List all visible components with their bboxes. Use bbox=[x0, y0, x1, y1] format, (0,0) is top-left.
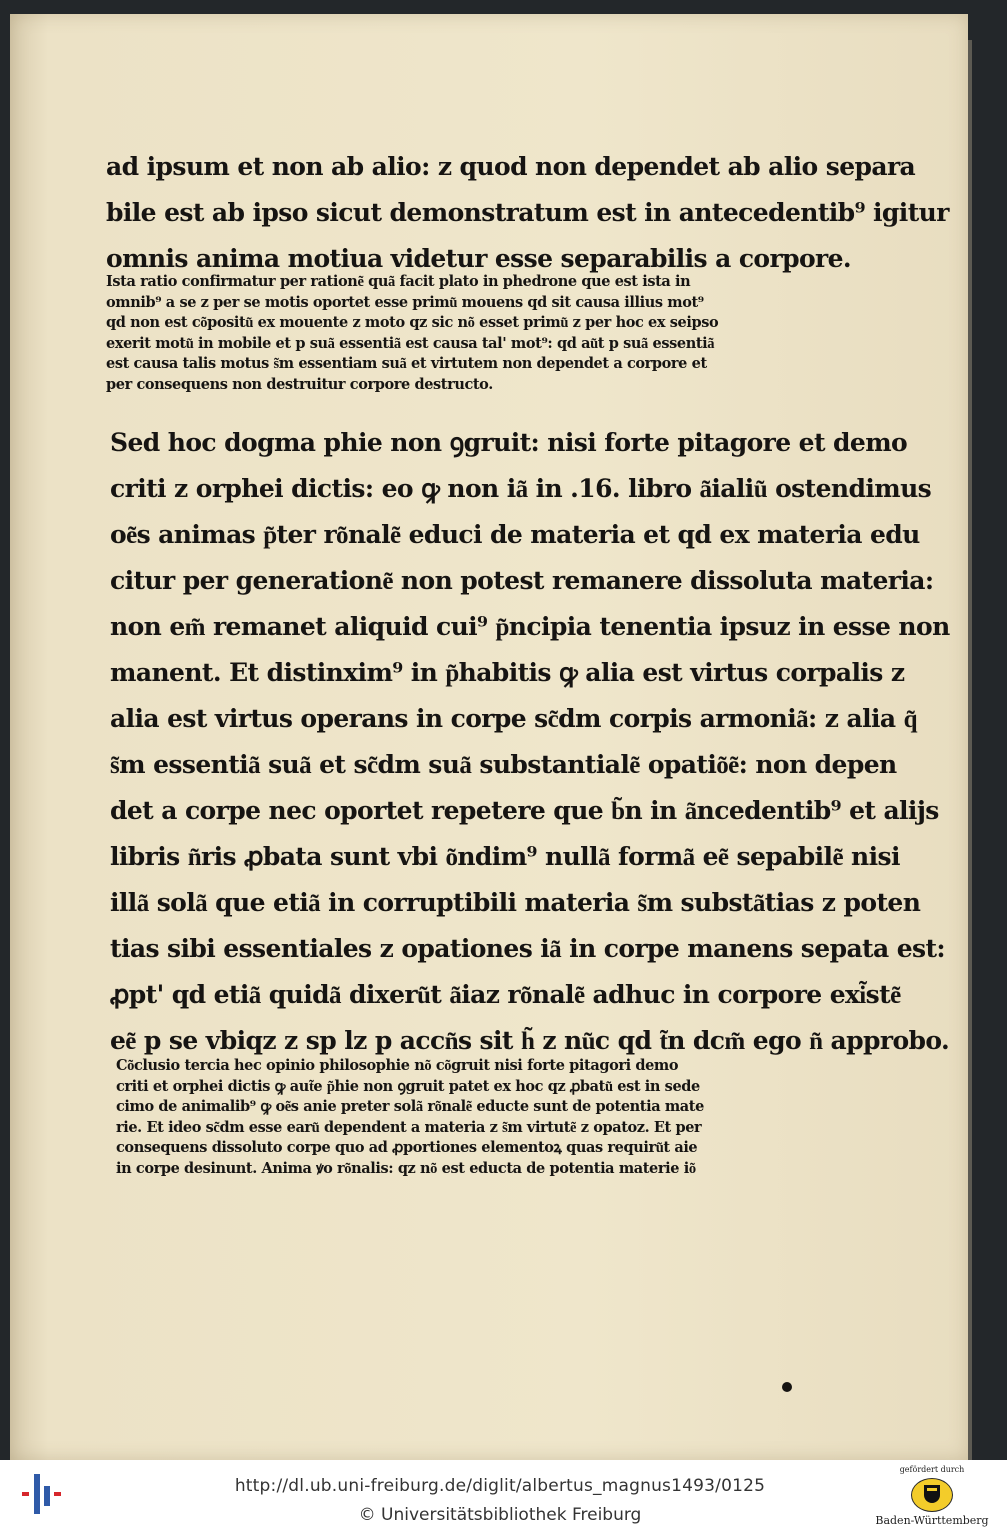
text-line: criti z orphei dictis: eo ꝙ non ia͂ in .16. libro a͂ialiu͂ ostendimus bbox=[110, 474, 932, 503]
commentary-paragraph-2 bbox=[116, 1056, 704, 1180]
commentary-line: est causa talis motus s͂m essentiam sua͂ et virtutem non dependet a corpore et bbox=[106, 355, 707, 373]
text-line: ee͂ p se vbiqz z sp lz p accn͂s sit h͂ z nu͂c qd t͂n dcm͂ ego n͂ approbo. bbox=[110, 1026, 950, 1055]
text-line: det a corpe nec oportet repetere que b͂n in a͂ncedentib⁹ et alijs bbox=[110, 796, 939, 825]
main-text-paragraph-2 bbox=[110, 420, 950, 1064]
text-line: tias sibi essentiales z opationes ia͂ in corpe manens sepata est: bbox=[110, 934, 946, 963]
commentary-line: rie. Et ideo sc͂dm esse earu͂ dependent a materia z s͂m virtute͂ z opatoz. Et per bbox=[116, 1118, 702, 1136]
main-text-paragraph-1 bbox=[106, 144, 949, 282]
commentary-line: exerit motu͂ in mobile et p sua͂ essentia͂ est causa tal' mot⁹: qd au͂t p sua͂ essentia͂ bbox=[106, 334, 715, 352]
text-line: libris n͂ris ꝓbata sunt vbi o͂ndim⁹ nulla͂ forma͂ ee͂ sepabile͂ nisi bbox=[110, 842, 900, 871]
page-edge bbox=[968, 40, 972, 1460]
text-line: non em͂ remanet aliquid cui⁹ p͂ncipia tenentia ipsuz in esse non bbox=[110, 612, 950, 641]
text-line: omnis anima motiua videtur esse separabilis a corpore. bbox=[106, 244, 852, 273]
text-line: manent. Et distinxim⁹ in p͂habitis ꝙ alia est virtus corpalis z bbox=[110, 658, 905, 687]
commentary-line: in corpe desinunt. Anima ꝟo ro͂nalis: qz no͂ est educta de potentia materie io͂ bbox=[116, 1159, 696, 1177]
book-page bbox=[10, 14, 968, 1460]
sponsor-name: Baden-Württemberg bbox=[875, 1514, 989, 1527]
commentary-line: criti et orphei dictis ꝙ aut͂e p͂hie non ꝯgruit patet ex hoc qz ꝓbatu͂ est in sede bbox=[116, 1077, 700, 1095]
text-line: Sed hoc dogma phie non ꝯgruit: nisi forte pitagore et demo bbox=[110, 428, 908, 457]
ink-dot-mark bbox=[782, 1382, 792, 1392]
commentary-line: per consequens non destruitur corpore destructo. bbox=[106, 375, 493, 393]
baden-wuerttemberg-coat-of-arms-icon[interactable] bbox=[911, 1478, 953, 1512]
shield-stripe bbox=[927, 1488, 937, 1491]
commentary-line: Ista ratio confirmatur per ratione͂ qua͂ facit plato in phedrone que est ista in bbox=[106, 273, 691, 290]
text-line: bile est ab ipso sicut demonstratum est in antecedentib⁹ igitur bbox=[106, 198, 949, 227]
text-line: alia est virtus operans in corpe sc͂dm corpis armonia͂: z alia q͂ bbox=[110, 704, 917, 733]
text-line: ad ipsum et non ab alio: z quod non dependet ab alio separa bbox=[106, 152, 916, 181]
commentary-line: consequens dissoluto corpe quo ad ꝓportiones elementoꝝ quas requiru͂t aie bbox=[116, 1139, 698, 1157]
text-line: ꝓpt' qd etia͂ quida͂ dixeru͂t a͂iaz ro͂nale͂ adhuc in corpore exi͂ste͂ bbox=[110, 980, 901, 1009]
text-line: citur per generatione͂ non potest remanere dissoluta materia: bbox=[110, 566, 934, 595]
text-line: s͂m essentia͂ sua͂ et sc͂dm sua͂ substantiale͂ opatio͂e͂: non depen bbox=[110, 750, 897, 779]
copyright-notice: © Universitätsbibliothek Freiburg bbox=[358, 1505, 642, 1525]
commentary-line: omnib⁹ a se z per se motis oportet esse primu͂ mouens qd sit causa illius mot⁹ bbox=[106, 293, 704, 311]
commentary-line: Co͂clusio tercia hec opinio philosophie no͂ co͂gruit nisi forte pitagori demo bbox=[116, 1057, 679, 1074]
permalink-url[interactable]: http://dl.ub.uni-freiburg.de/diglit/albertus_magnus1493/0125 bbox=[234, 1476, 766, 1496]
commentary-line: cimo de animalib⁹ ꝙ oe͂s anie preter sola͂ ro͂nale͂ educte sunt de potentia mate bbox=[116, 1098, 704, 1116]
sponsor-label: gefördert durch bbox=[899, 1465, 965, 1474]
commentary-paragraph-1 bbox=[106, 272, 718, 396]
viewer-footer bbox=[0, 1460, 1007, 1532]
text-line: illa͂ sola͂ que etia͂ in corruptibili materia s͂m substa͂tias z poten bbox=[110, 888, 921, 917]
text-line: oe͂s animas p͂ter ro͂nale͂ educi de materia et qd ex materia edu bbox=[110, 520, 920, 549]
commentary-line: qd non est co͂positu͂ ex mouente z moto qz sic no͂ esset primu͂ z per hoc ex seipso bbox=[106, 314, 719, 332]
